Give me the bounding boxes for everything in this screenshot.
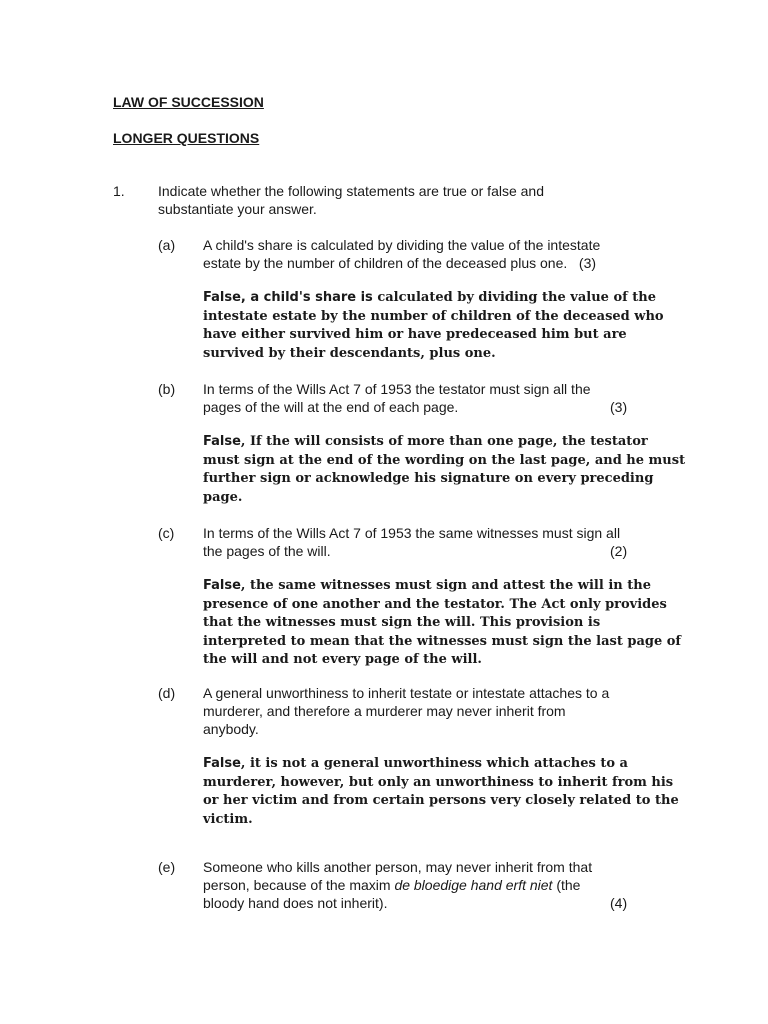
- answer-line: interpreted to mean that the witnesses must sign the last page of: [203, 633, 682, 649]
- item-label-d: (d): [158, 685, 176, 701]
- statement-text: estate by the number of children of the deceased plus one.: [203, 255, 568, 271]
- answer-verdict: False: [203, 434, 241, 449]
- item-label-a: (a): [158, 237, 176, 253]
- answer-text: , the same witnesses must sign and attest the will in the: [240, 578, 651, 593]
- marks-a: (3): [578, 255, 597, 271]
- statement-line: A child's share is calculated by dividing the value of the intestate: [203, 237, 601, 253]
- statement-line: [203, 254, 673, 272]
- answer-line: page.: [203, 489, 243, 505]
- statement-line: pages of the will at the end of each page.: [203, 399, 459, 415]
- statement-line: bloody hand does not inherit).: [203, 895, 388, 911]
- marks-e: (4): [610, 895, 628, 911]
- answer-line: [203, 577, 673, 596]
- answer-verdict: False, a child's share is: [203, 290, 373, 305]
- statement-line: murderer, and therefore a murderer may never inherit from: [203, 703, 566, 719]
- item-statement-b: [203, 380, 673, 416]
- answer-text: , If the will consists of more than one page, the testator: [240, 434, 648, 449]
- item-statement-d: [203, 684, 673, 738]
- answer-line: [203, 755, 673, 774]
- answer-line: presence of one another and the testator. The Act only provides: [203, 596, 667, 612]
- answer-d: [203, 755, 679, 829]
- statement-line: the pages of the will.: [203, 543, 331, 559]
- answer-line: further sign or acknowledge his signature on every preceding: [203, 471, 654, 486]
- answer-line: intestate estate by the number of children of the deceased who: [203, 308, 664, 324]
- item-label-b: (b): [158, 381, 176, 397]
- latin-maxim: de bloedige hand erft niet: [394, 877, 553, 893]
- answer-line: [203, 433, 673, 452]
- answer-line: victim.: [203, 811, 253, 827]
- question-number: 1.: [113, 183, 125, 199]
- statement-line: In terms of the Wills Act 7 of 1953 the testator must sign all the: [203, 381, 591, 397]
- statement-line: A general unworthiness to inherit testate or intestate attaches to a: [203, 685, 610, 701]
- item-label-c: (c): [158, 525, 175, 541]
- item-statement-e: [203, 858, 673, 912]
- answer-line: have either survived him or have predeceased him but are: [203, 327, 627, 342]
- answer-text: calculated by dividing the value of the: [377, 290, 656, 305]
- statement-line: anybody.: [203, 721, 259, 737]
- answer-line: survived by their descendants, plus one.: [203, 345, 496, 361]
- answer-verdict: False: [203, 756, 241, 771]
- answer-line: must sign at the end of the wording on the last page, and he must: [203, 452, 686, 468]
- answer-line: [203, 289, 673, 308]
- answer-a: [203, 289, 673, 363]
- statement-text: person, because of the maxim: [203, 877, 395, 893]
- answer-b: [203, 433, 686, 507]
- item-label-e: (e): [158, 859, 176, 875]
- question-text: [158, 182, 598, 218]
- answer-line: the will and not every page of the will.: [203, 652, 482, 667]
- statement-line: [203, 876, 673, 894]
- answer-line: that the witnesses must sign the will. This provision is: [203, 615, 601, 630]
- question-text-line: Indicate whether the following statements are true or false and: [158, 183, 544, 199]
- question-text-line: substantiate your answer.: [158, 201, 317, 217]
- document-title: LAW OF SUCCESSION: [113, 94, 264, 110]
- answer-verdict: False: [203, 578, 241, 593]
- answer-line: murderer, however, but only an unworthiness to inherit from his: [203, 774, 674, 790]
- answer-text: , it is not a general unworthiness which attaches to a: [240, 756, 628, 771]
- answer-line: or her victim and from certain persons very closely related to the: [203, 793, 679, 808]
- statement-text: (the: [552, 877, 581, 893]
- item-statement-a: [203, 236, 673, 272]
- statement-line: Someone who kills another person, may never inherit from that: [203, 859, 593, 875]
- statement-line: In terms of the Wills Act 7 of 1953 the same witnesses must sign all: [203, 525, 621, 541]
- item-statement-c: [203, 524, 673, 560]
- section-subtitle: LONGER QUESTIONS: [113, 130, 260, 146]
- answer-c: [203, 577, 682, 670]
- marks-c: (2): [610, 543, 628, 559]
- marks-b: (3): [610, 399, 628, 415]
